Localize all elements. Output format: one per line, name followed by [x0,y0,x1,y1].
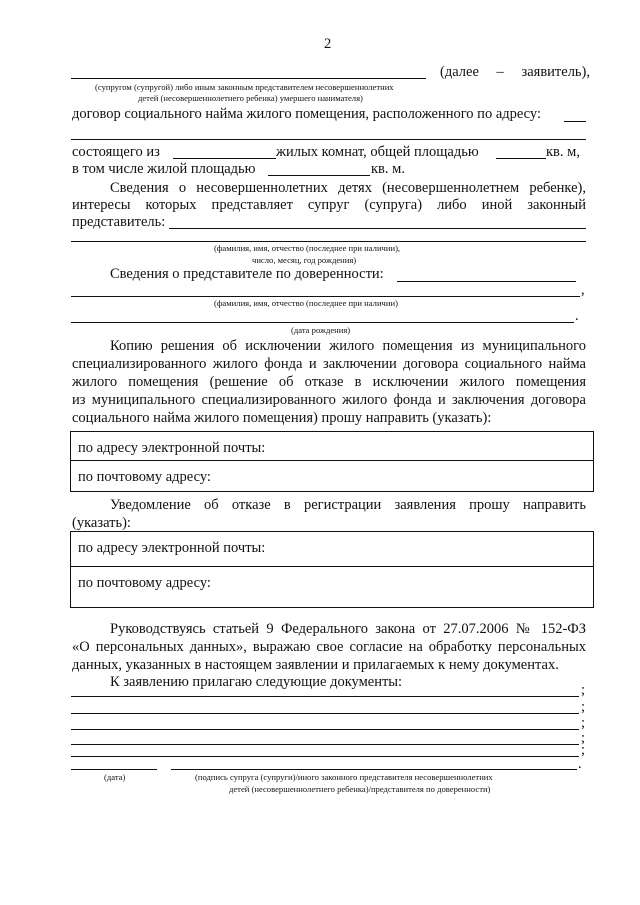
signature-caption-1: (подпись супруга (супруги)/иного законного представителя несовершеннолетних [195,772,493,782]
refusal-line-1: Уведомление об отказе в регистрации заявления прошу направить [110,497,586,513]
minors-caption-2: число, месяц, год рождения) [252,255,357,265]
applicant-caption-2: детей (несовершеннолетнего ребенка) умершего нанимателя) [138,93,363,103]
applicant-field-line[interactable] [71,78,426,79]
attachment-end-5: ; [581,742,586,758]
decision-line-2: специализированного жилого фонда и заключении договора социального найма [72,356,586,372]
attachment-line-4[interactable] [71,744,579,745]
proxy-field-line-1[interactable] [397,281,576,282]
attachment-line-3[interactable] [71,729,579,730]
proxy-birth-caption: (дата рождения) [291,325,351,335]
page-number: 2 [324,36,332,52]
attachment-line-1[interactable] [71,696,579,697]
consent-line-3: данных, указанных в настоящем заявлении и прилагаемых к нему документах. [72,657,559,673]
minors-field-line-1[interactable] [169,228,586,229]
delivery-email-label-1: по адресу электронной почты: [78,440,266,456]
attachment-end-2: ; [581,699,586,715]
attachment-end-1: ; [581,682,586,698]
delivery-email-label-2: по адресу электронной почты: [78,540,266,556]
minors-line-2: интересы которых представляет супруг (супруга) либо иной законный [72,197,586,213]
proxy-fio-caption: (фамилия, имя, отчество (последнее при наличии) [214,298,398,308]
minors-caption-1: (фамилия, имя, отчество (последнее при наличии), [214,243,401,253]
applicant-caption-1: (супругом (супругой) либо иным законным представителем несовершеннолетних [95,82,394,92]
decision-line-1: Копию решения об исключении жилого помещения из муниципального [110,338,586,354]
minors-field-line-2[interactable] [71,241,586,242]
contract-text: договор социального найма жилого помещения, расположенного по адресу: [72,106,542,122]
delivery-options-box-2 [70,531,594,608]
attachment-line-2[interactable] [71,713,579,714]
delivery-email-row-1[interactable] [71,432,593,461]
proxy-field-line-2[interactable] [71,296,580,297]
delivery-postal-label-1: по почтовому адресу: [78,469,211,485]
delivery-postal-row-2[interactable] [71,567,593,607]
attachment-end-3: ; [581,715,586,731]
signature-field-line[interactable] [171,769,577,770]
attachments-label: К заявлению прилагаю следующие документы: [110,674,403,690]
consent-line-2: «О персональных данных», выражаю свое согласие на обработку персональных [72,639,586,655]
applicant-suffix: (далее – заявитель), [440,64,590,80]
minors-line-1: Сведения о несовершеннолетних детях (несовершеннолетнем ребенке), [110,180,586,196]
rooms-total-label: жилых комнат, общей площадью [276,144,479,160]
consisting-of-label: состоящего из [72,144,160,160]
delivery-postal-row-1[interactable] [71,461,593,491]
refusal-line-2: (указать): [72,515,131,531]
consent-line-1: Руководствуясь статьей 9 Федерального закона от 27.07.2006 № 152-ФЗ [110,621,586,637]
address-field-line-2[interactable] [71,139,586,140]
attachment-end-4: ; [581,730,586,746]
delivery-email-row-2[interactable] [71,532,593,567]
delivery-options-box-1 [70,431,594,492]
decision-line-4: из муниципального специализированного жилого фонда и заключения договора [72,392,586,408]
date-field-line[interactable] [71,769,157,770]
living-area-field[interactable] [268,175,370,176]
decision-line-5: социального найма жилого помещения) прошу направить (указать): [72,410,492,426]
sqm-label-2: кв. м. [371,161,405,177]
sqm-label-1: кв. м, [546,144,580,160]
decision-line-3: жилого помещения (решение об отказе в исключении жилого помещения [72,374,586,390]
proxy-birth-field[interactable] [71,322,574,323]
address-field-line-1[interactable] [564,121,586,122]
date-caption: (дата) [104,772,126,782]
minors-line-3: представитель: [72,214,166,230]
total-area-field[interactable] [496,158,546,159]
rooms-count-field[interactable] [173,158,276,159]
proxy-period: . [575,308,579,324]
proxy-label: Сведения о представителе по доверенности: [110,266,384,282]
signature-caption-2: детей (несовершеннолетнего ребенка)/представителя по доверенности) [229,784,491,794]
delivery-postal-label-2: по почтовому адресу: [78,575,211,591]
attachment-line-5[interactable] [71,756,579,757]
living-area-label: в том числе жилой площадью [72,161,256,177]
attachment-end-6: . [578,756,582,772]
proxy-comma: , [581,282,585,298]
